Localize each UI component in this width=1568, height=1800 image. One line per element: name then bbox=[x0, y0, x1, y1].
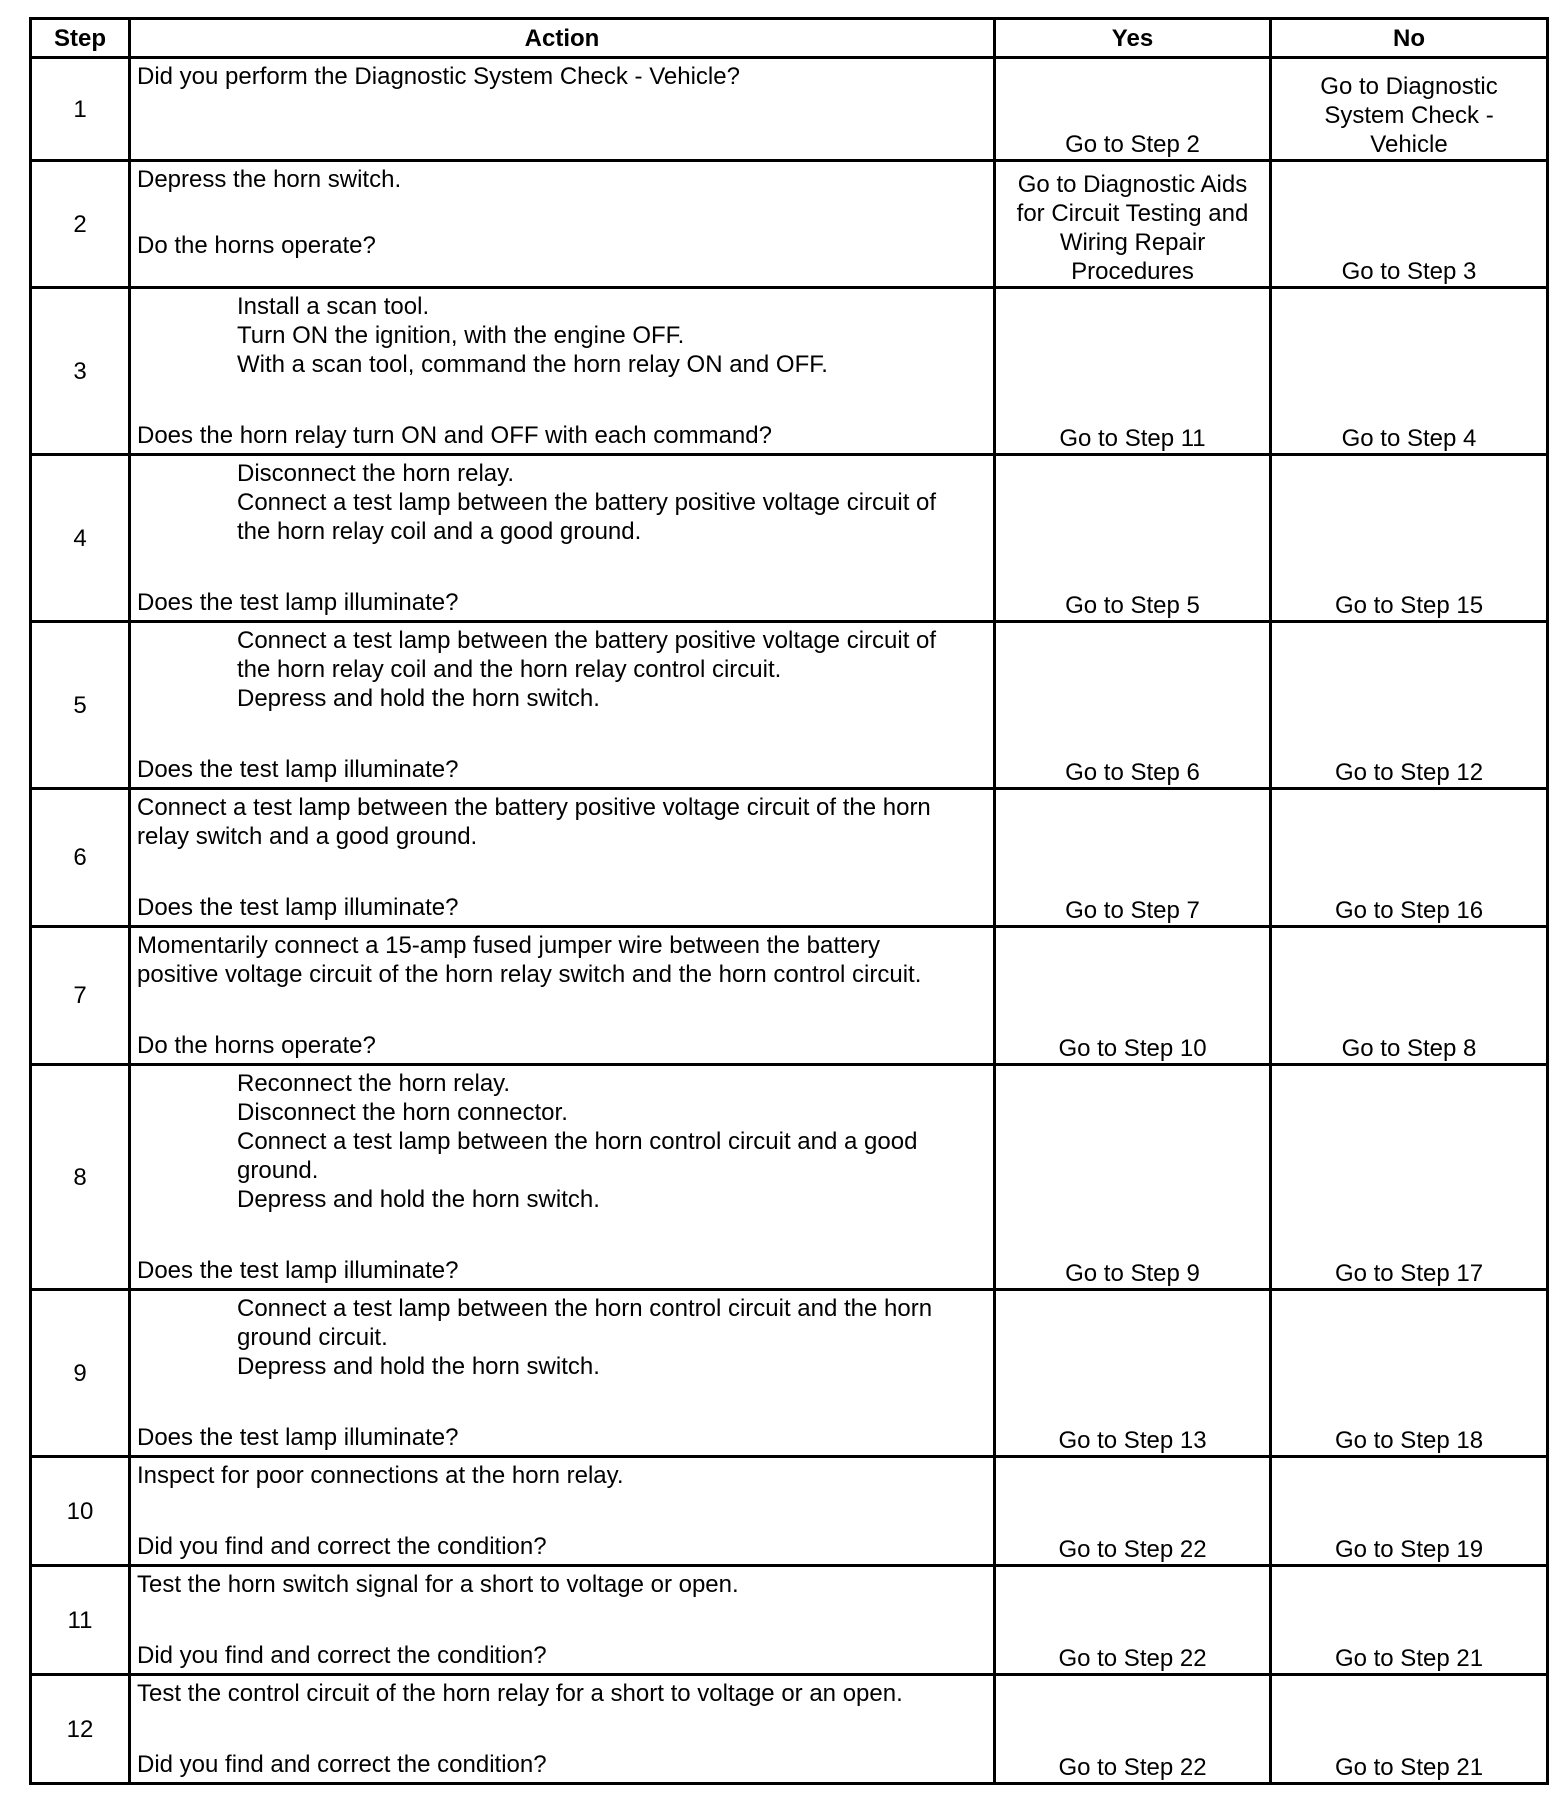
action-cell bbox=[130, 1290, 995, 1457]
no-cell bbox=[1271, 622, 1548, 789]
no-result: Go to Step 15 bbox=[1334, 592, 1484, 619]
step-number: 9 bbox=[31, 1290, 130, 1457]
yes-cell bbox=[995, 1566, 1271, 1675]
action-cell bbox=[130, 1675, 995, 1784]
no-result: Go to Step 8 bbox=[1341, 1035, 1477, 1062]
yes-cell bbox=[995, 789, 1271, 927]
action-line: ground. bbox=[237, 1157, 319, 1184]
step-number: 11 bbox=[31, 1566, 130, 1675]
action-cell bbox=[130, 455, 995, 622]
action-cell bbox=[130, 1457, 995, 1566]
header-yes: Yes bbox=[995, 19, 1271, 58]
action-line: relay switch and a good ground. bbox=[137, 823, 478, 850]
action-line: Inspect for poor connections at the horn relay. bbox=[137, 1462, 624, 1489]
yes-result: Go to Step 22 bbox=[1058, 1754, 1207, 1781]
yes-cell bbox=[995, 58, 1271, 161]
action-line: Connect a test lamp between the horn control circuit and the horn bbox=[237, 1295, 933, 1322]
no-result: Go to Step 16 bbox=[1334, 897, 1484, 924]
step-number: 5 bbox=[31, 622, 130, 789]
action-line: Reconnect the horn relay. bbox=[237, 1070, 511, 1097]
yes-cell bbox=[995, 161, 1271, 288]
yes-cell bbox=[995, 622, 1271, 789]
yes-result: Go to Step 10 bbox=[1058, 1035, 1207, 1062]
action-line: Connect a test lamp between the horn control circuit and a good bbox=[237, 1128, 918, 1155]
action-line: Install a scan tool. bbox=[237, 293, 430, 320]
yes-cell bbox=[995, 1675, 1271, 1784]
no-result: Go to Step 19 bbox=[1334, 1536, 1484, 1563]
yes-result: Go to Step 22 bbox=[1058, 1536, 1207, 1563]
action-line: Connect a test lamp between the battery positive voltage circuit of bbox=[237, 489, 937, 516]
yes-cell bbox=[995, 1065, 1271, 1290]
action-line: Momentarily connect a 15-amp fused jumper wire between the battery bbox=[137, 932, 881, 959]
yes-result: Go to Step 22 bbox=[1058, 1645, 1207, 1672]
yes-cell bbox=[995, 1457, 1271, 1566]
action-cell bbox=[130, 288, 995, 455]
yes-result: Go to Step 2 bbox=[1065, 131, 1200, 158]
step-number: 12 bbox=[31, 1675, 130, 1784]
action-line: Connect a test lamp between the battery positive voltage circuit of bbox=[237, 627, 937, 654]
table-row bbox=[31, 1566, 1548, 1675]
no-cell bbox=[1271, 1675, 1548, 1784]
no-result: Go to Diagnostic System Check - Vehicle bbox=[1320, 73, 1498, 158]
no-cell bbox=[1271, 789, 1548, 927]
action-question: Does the test lamp illuminate? bbox=[137, 1257, 459, 1284]
action-cell bbox=[130, 789, 995, 927]
step-number: 2 bbox=[31, 161, 130, 288]
action-line: Test the horn switch signal for a short to voltage or open. bbox=[137, 1571, 739, 1598]
table-row bbox=[31, 455, 1548, 622]
table-row bbox=[31, 1675, 1548, 1784]
table-row bbox=[31, 288, 1548, 455]
yes-cell bbox=[995, 927, 1271, 1065]
action-cell bbox=[130, 1065, 995, 1290]
header-row bbox=[31, 19, 1548, 58]
action-question: Did you find and correct the condition? bbox=[137, 1751, 547, 1778]
action-cell bbox=[130, 622, 995, 789]
action-line: Depress and hold the horn switch. bbox=[237, 685, 600, 712]
table-row bbox=[31, 161, 1548, 288]
action-cell bbox=[130, 161, 995, 288]
no-result: Go to Step 17 bbox=[1334, 1260, 1484, 1287]
no-cell bbox=[1271, 1566, 1548, 1675]
action-line: the horn relay coil and the horn relay control circuit. bbox=[237, 656, 782, 683]
no-result: Go to Step 4 bbox=[1341, 425, 1477, 452]
no-result: Go to Step 12 bbox=[1334, 759, 1484, 786]
header-step: Step bbox=[31, 19, 130, 58]
action-line: Connect a test lamp between the battery positive voltage circuit of the horn bbox=[137, 794, 931, 821]
action-line: Disconnect the horn relay. bbox=[237, 460, 515, 487]
action-question: Does the horn relay turn ON and OFF with each command? bbox=[137, 422, 772, 449]
action-question: Does the test lamp illuminate? bbox=[137, 1424, 459, 1451]
action-question: Does the test lamp illuminate? bbox=[137, 756, 459, 783]
action-line: positive voltage circuit of the horn relay switch and the horn control circuit. bbox=[137, 961, 922, 988]
header-action: Action bbox=[130, 19, 995, 58]
action-line: Did you perform the Diagnostic System Check - Vehicle? bbox=[137, 63, 740, 90]
yes-result: Go to Step 13 bbox=[1058, 1427, 1207, 1454]
header-no: No bbox=[1271, 19, 1548, 58]
no-result: Go to Step 21 bbox=[1334, 1754, 1484, 1781]
action-cell bbox=[130, 58, 995, 161]
yes-result: Go to Diagnostic Aids for Circuit Testing and Wiring Repair Procedures bbox=[1016, 171, 1249, 285]
table-row bbox=[31, 789, 1548, 927]
step-number: 8 bbox=[31, 1065, 130, 1290]
step-number: 6 bbox=[31, 789, 130, 927]
action-question: Did you find and correct the condition? bbox=[137, 1533, 547, 1560]
yes-result: Go to Step 11 bbox=[1059, 425, 1206, 452]
action-question: Did you find and correct the condition? bbox=[137, 1642, 547, 1669]
step-number: 3 bbox=[31, 288, 130, 455]
no-cell bbox=[1271, 161, 1548, 288]
action-cell bbox=[130, 927, 995, 1065]
action-question: Does the test lamp illuminate? bbox=[137, 894, 459, 921]
no-cell bbox=[1271, 1290, 1548, 1457]
action-line: Test the control circuit of the horn relay for a short to voltage or an open. bbox=[137, 1680, 903, 1707]
table-row bbox=[31, 927, 1548, 1065]
yes-cell bbox=[995, 455, 1271, 622]
table-row bbox=[31, 1457, 1548, 1566]
yes-result: Go to Step 6 bbox=[1065, 759, 1200, 786]
diagnostic-table bbox=[29, 17, 1549, 1785]
action-cell bbox=[130, 1566, 995, 1675]
table-row bbox=[31, 58, 1548, 161]
table-row bbox=[31, 1065, 1548, 1290]
step-number: 7 bbox=[31, 927, 130, 1065]
yes-cell bbox=[995, 288, 1271, 455]
yes-cell bbox=[995, 1290, 1271, 1457]
action-question: Do the horns operate? bbox=[137, 232, 376, 259]
no-cell bbox=[1271, 58, 1548, 161]
action-line: With a scan tool, command the horn relay ON and OFF. bbox=[237, 351, 828, 378]
yes-result: Go to Step 5 bbox=[1065, 592, 1200, 619]
action-line: Depress and hold the horn switch. bbox=[237, 1353, 600, 1380]
step-number: 4 bbox=[31, 455, 130, 622]
step-number: 10 bbox=[31, 1457, 130, 1566]
step-number: 1 bbox=[31, 58, 130, 161]
table-row bbox=[31, 622, 1548, 789]
no-cell bbox=[1271, 1457, 1548, 1566]
no-result: Go to Step 18 bbox=[1334, 1427, 1484, 1454]
action-line: Depress the horn switch. bbox=[137, 166, 402, 193]
no-cell bbox=[1271, 927, 1548, 1065]
no-cell bbox=[1271, 288, 1548, 455]
action-question: Does the test lamp illuminate? bbox=[137, 589, 459, 616]
no-result: Go to Step 3 bbox=[1341, 258, 1477, 285]
table-row bbox=[31, 1290, 1548, 1457]
action-line: Depress and hold the horn switch. bbox=[237, 1186, 600, 1213]
no-cell bbox=[1271, 455, 1548, 622]
action-question: Do the horns operate? bbox=[137, 1032, 376, 1059]
no-result: Go to Step 21 bbox=[1334, 1645, 1484, 1672]
yes-result: Go to Step 7 bbox=[1065, 897, 1200, 924]
no-cell bbox=[1271, 1065, 1548, 1290]
action-line: the horn relay coil and a good ground. bbox=[237, 518, 642, 545]
yes-result: Go to Step 9 bbox=[1065, 1260, 1200, 1287]
action-line: Disconnect the horn connector. bbox=[237, 1099, 568, 1126]
action-line: ground circuit. bbox=[237, 1324, 388, 1351]
action-line: Turn ON the ignition, with the engine OFF. bbox=[237, 322, 685, 349]
